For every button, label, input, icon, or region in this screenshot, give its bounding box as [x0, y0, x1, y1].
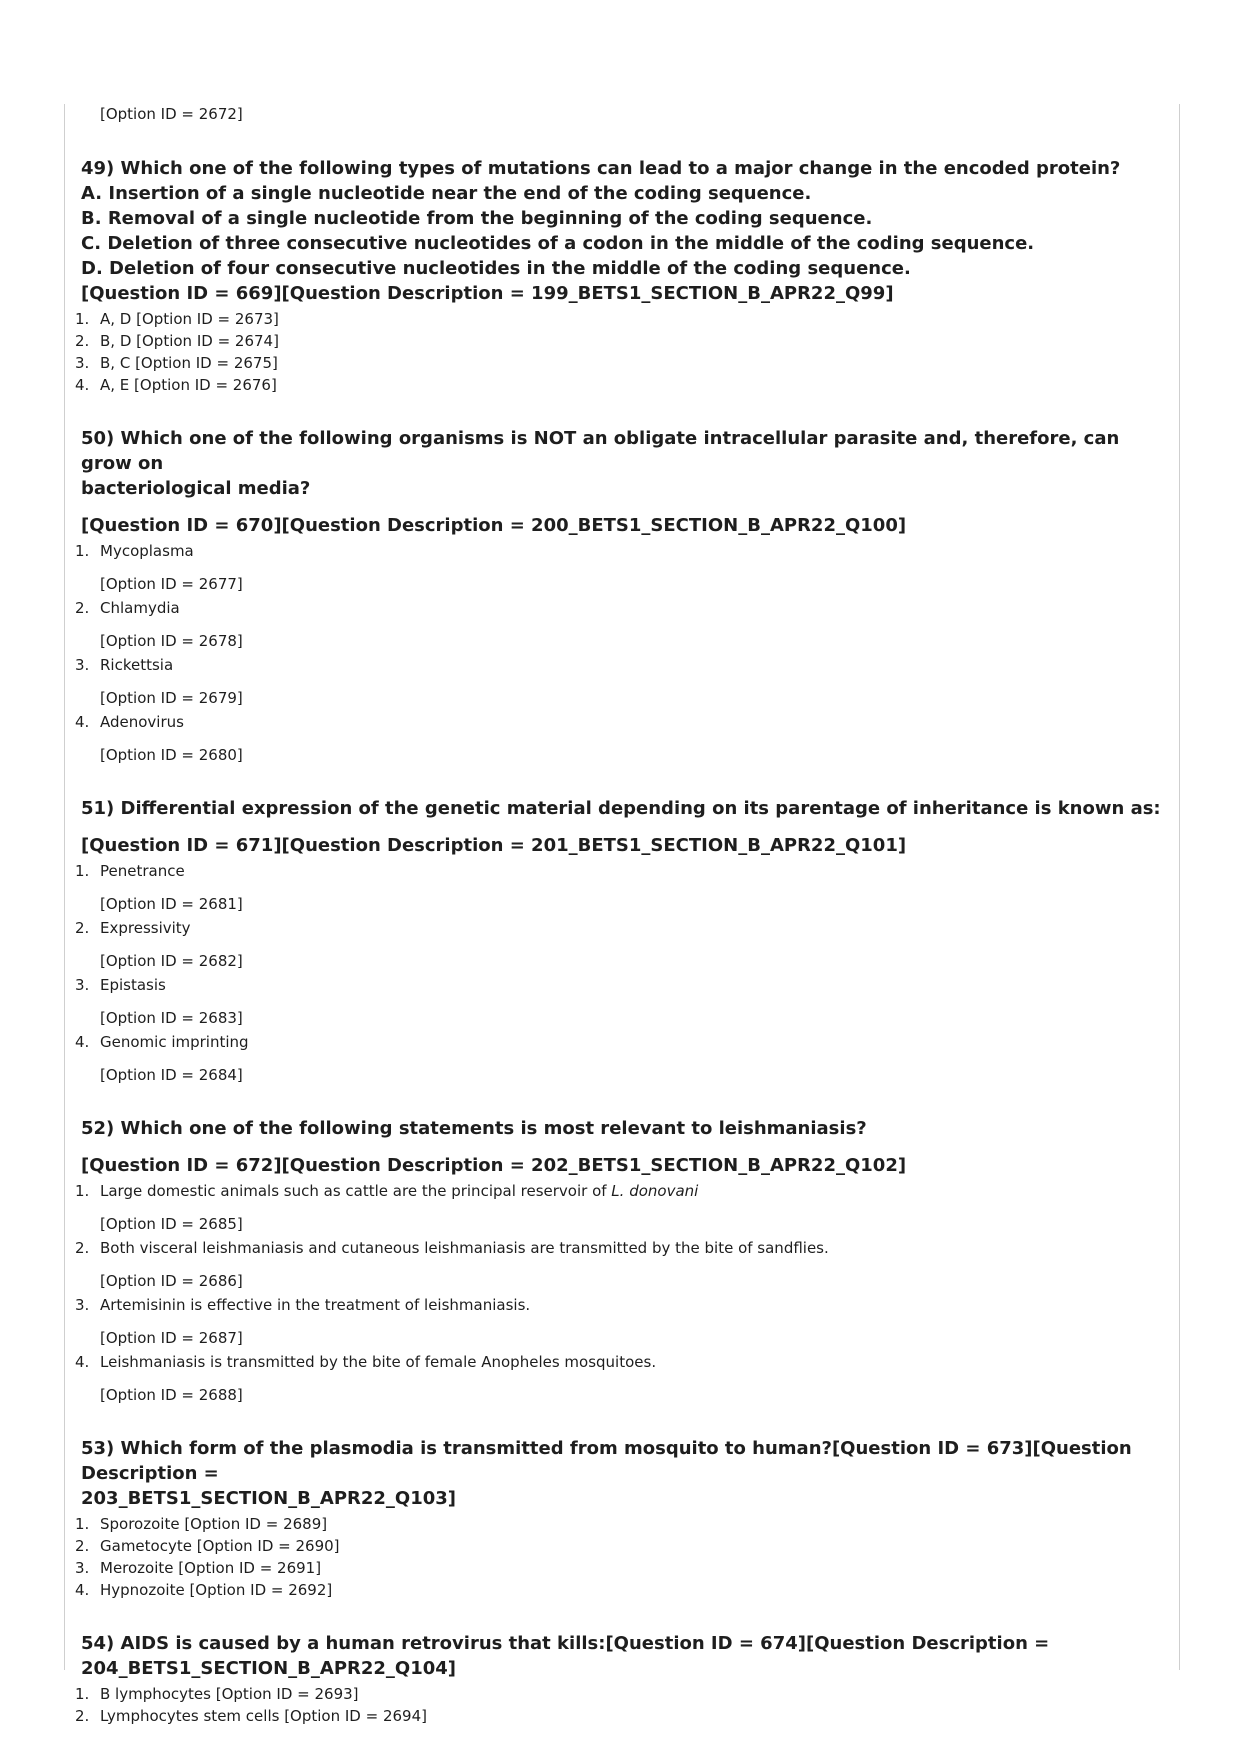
option-item: 1. A, D [Option ID = 2673]	[75, 310, 279, 328]
question-51-title: 51) Differential expression of the genetic material depending on its parentage of inheritance is known as:	[81, 798, 1161, 819]
option-item: 2. B, D [Option ID = 2674]	[75, 332, 279, 350]
question-52	[75, 1116, 1165, 1406]
option-item: 3. Artemisinin is effective in the treatment of leishmaniasis. [Option ID = 2687]	[75, 1296, 531, 1347]
option-item: 4. Hypnozoite [Option ID = 2692]	[75, 1581, 333, 1599]
question-49-title: 49) Which one of the following types of mutations can lead to a major change in the encoded protein?	[81, 158, 1121, 179]
option-item: 2. Both visceral leishmaniasis and cutaneous leishmaniasis are transmitted by the bite of sandflies. [Option ID = 2686]	[75, 1239, 829, 1290]
species-name: L. donovani	[611, 1182, 699, 1200]
question-52-title: 52) Which one of the following statements is most relevant to leishmaniasis?	[81, 1118, 867, 1139]
question-49-statement-b: B. Removal of a single nucleotide from the beginning of the coding sequence.	[81, 208, 873, 229]
question-50-title: 50) Which one of the following organisms is NOT an obligate intracellular parasite and, therefore, can grow on bacteriological media?	[81, 428, 1120, 499]
question-49-ids: [Question ID = 669][Question Description = 199_BETS1_SECTION_B_APR22_Q99]	[81, 283, 894, 304]
option-item: 1. Large domestic animals such as cattle are the principal reservoir of L. donovani [Option ID = 2685]	[75, 1182, 699, 1233]
question-49-statement-c: C. Deletion of three consecutive nucleotides of a codon in the middle of the coding sequence.	[81, 233, 1035, 254]
option-item: 1. B lymphocytes [Option ID = 2693]	[75, 1685, 359, 1703]
question-54	[75, 1631, 1165, 1727]
option-item: 4. Leishmaniasis is transmitted by the bite of female Anopheles mosquitoes. [Option ID = 2688]	[75, 1353, 657, 1404]
option-item: 2. Expressivity [Option ID = 2682]	[75, 919, 243, 970]
question-50	[75, 426, 1165, 766]
question-54-options	[75, 1683, 1165, 1727]
option-item: 3. Rickettsia [Option ID = 2679]	[75, 656, 243, 707]
page-border-right	[1179, 104, 1180, 1670]
option-item: 1. Mycoplasma [Option ID = 2677]	[75, 542, 243, 593]
page-border-left	[64, 104, 65, 1670]
option-item: 3. Merozoite [Option ID = 2691]	[75, 1559, 322, 1577]
option-item: 3. B, C [Option ID = 2675]	[75, 354, 278, 372]
question-49-statement-a: A. Insertion of a single nucleotide near the end of the coding sequence.	[81, 183, 812, 204]
question-50-options	[75, 540, 1165, 766]
question-53	[75, 1436, 1165, 1601]
question-49-options	[75, 308, 1165, 396]
question-52-ids: [Question ID = 672][Question Description = 202_BETS1_SECTION_B_APR22_Q102]	[81, 1155, 907, 1176]
question-list	[75, 104, 1165, 1727]
question-51-options	[75, 860, 1165, 1086]
question-49-statement-d: D. Deletion of four consecutive nucleotides in the middle of the coding sequence.	[81, 258, 911, 279]
option-item: 2. Gametocyte [Option ID = 2690]	[75, 1537, 340, 1555]
question-50-ids: [Question ID = 670][Question Description = 200_BETS1_SECTION_B_APR22_Q100]	[81, 515, 907, 536]
option-item: 2. Lymphocytes stem cells [Option ID = 2694]	[75, 1707, 427, 1725]
question-52-options	[75, 1180, 1165, 1406]
option-item: 2. Chlamydia [Option ID = 2678]	[75, 599, 243, 650]
question-54-title: 54) AIDS is caused by a human retrovirus that kills:[Question ID = 674][Question Description = 204_BETS1_SECTION_B_APR22_Q104]	[81, 1633, 1050, 1679]
option-item: 1. Sporozoite [Option ID = 2689]	[75, 1515, 328, 1533]
question-53-title: 53) Which form of the plasmodia is transmitted from mosquito to human?[Question ID = 673][Question Description = 203_BETS1_SECTION_B_APR22_Q103]	[81, 1438, 1132, 1509]
option-item: 4. Genomic imprinting [Option ID = 2684]	[75, 1033, 249, 1084]
option-item: 4. Adenovirus [Option ID = 2680]	[75, 713, 243, 764]
option-item: 4. A, E [Option ID = 2676]	[75, 376, 277, 394]
previous-option-id: [Option ID = 2672]	[100, 105, 243, 123]
option-item: 1. Penetrance [Option ID = 2681]	[75, 862, 243, 913]
question-51	[75, 796, 1165, 1086]
question-49	[75, 156, 1165, 396]
question-53-options	[75, 1513, 1165, 1601]
option-item: 3. Epistasis [Option ID = 2683]	[75, 976, 243, 1027]
question-51-ids: [Question ID = 671][Question Description = 201_BETS1_SECTION_B_APR22_Q101]	[81, 835, 907, 856]
